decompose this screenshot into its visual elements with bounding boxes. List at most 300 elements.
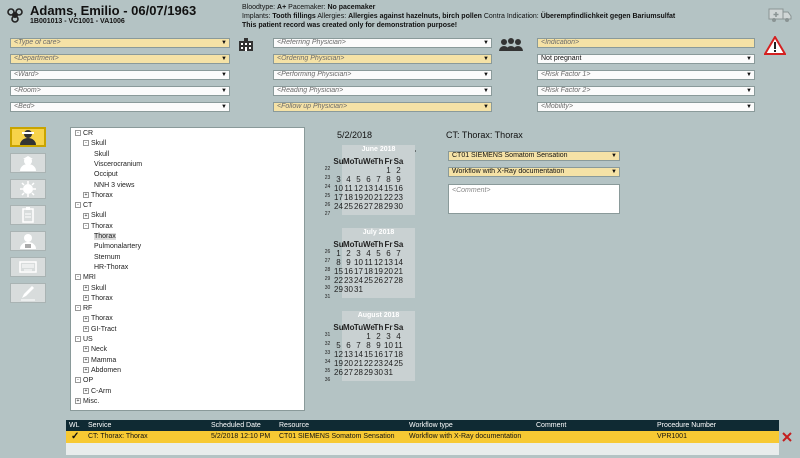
tree-item-label: Occiput: [94, 171, 118, 179]
table-row[interactable]: [66, 431, 779, 443]
expand-icon[interactable]: +: [84, 325, 88, 332]
calendar-day[interactable]: 16: [374, 350, 383, 359]
row-procedure: VPR1001: [657, 433, 687, 440]
tree-item[interactable]: [75, 201, 92, 211]
calendar-day[interactable]: 23: [394, 193, 403, 202]
calendar-day[interactable]: 29: [334, 285, 343, 294]
sign-tab-button[interactable]: [10, 283, 46, 303]
tree-item-label: Thorax: [91, 191, 113, 199]
collapse-icon[interactable]: -: [75, 336, 81, 342]
dropdown-arrow-icon: ▼: [483, 88, 489, 94]
tree-item-label: GI-Tract: [91, 325, 117, 333]
performing-physician-value: <Performing Physician>: [277, 71, 352, 78]
tree-item-label: MRI: [83, 274, 96, 282]
calendar-day[interactable]: 24: [384, 359, 393, 368]
weekday-label: Fr: [384, 240, 393, 249]
calendar-day[interactable]: 6: [366, 175, 371, 184]
expand-icon[interactable]: +: [84, 367, 88, 374]
calendar-day[interactable]: 27: [344, 368, 353, 377]
calendar-day[interactable]: 17: [334, 193, 343, 202]
calendar-day[interactable]: 12: [374, 258, 383, 267]
tree-item[interactable]: [83, 387, 111, 397]
calendar-day[interactable]: 22: [384, 193, 393, 202]
calendar-day[interactable]: 13: [344, 350, 353, 359]
dropdown-arrow-icon: ▼: [611, 169, 617, 175]
weekday-label: Th: [373, 157, 384, 166]
calendar-day[interactable]: 18: [344, 193, 353, 202]
indication-value: <Indication>: [541, 39, 580, 46]
calendar-day[interactable]: 23: [374, 359, 383, 368]
calendar-day[interactable]: 3: [386, 332, 391, 341]
expand-icon[interactable]: +: [84, 346, 88, 353]
calendar-day[interactable]: 26: [374, 276, 383, 285]
col-header-wl[interactable]: WL: [69, 422, 80, 429]
followup-physician-value: <Follow up Physician>: [277, 103, 348, 110]
tree-item[interactable]: [75, 129, 93, 139]
calendar-day[interactable]: 15: [334, 267, 343, 276]
week-number: 32: [324, 341, 331, 347]
tree-item-label: Skull: [91, 212, 107, 220]
expand-icon[interactable]: +: [84, 284, 88, 291]
week-number: 27: [324, 258, 331, 264]
calendar-day[interactable]: 1: [366, 332, 371, 341]
calendar-day[interactable]: 7: [396, 249, 401, 258]
calendar-day[interactable]: 8: [386, 175, 391, 184]
risk-factor-2-select[interactable]: [537, 86, 755, 96]
calendar-day[interactable]: 3: [356, 249, 361, 258]
tree-item-label: NNH 3 views: [94, 181, 135, 189]
weekday-label: We: [363, 323, 375, 332]
tree-item[interactable]: [91, 150, 109, 160]
week-number: 31: [324, 294, 331, 300]
calendar-day[interactable]: 28: [354, 368, 363, 377]
calendar-day[interactable]: 22: [334, 276, 343, 285]
referring-physician-select[interactable]: [273, 38, 492, 48]
expand-icon[interactable]: +: [84, 387, 88, 394]
tree-item-label: Viscerocranium: [94, 160, 143, 168]
calendar-day[interactable]: 27: [364, 202, 373, 211]
calendar-day[interactable]: 25: [344, 202, 353, 211]
calendar-day[interactable]: 26: [334, 368, 343, 377]
tree-item[interactable]: [75, 397, 99, 407]
weekday-label: Sa: [393, 240, 404, 249]
clipboard-icon: [19, 207, 37, 223]
room-value: <Room>: [14, 87, 41, 94]
tree-item-label: Skull: [91, 284, 107, 292]
tree-item-label: CR: [83, 130, 94, 137]
tree-item[interactable]: [83, 366, 121, 376]
collapse-icon[interactable]: -: [75, 274, 81, 280]
indication-field[interactable]: [537, 38, 755, 48]
calendar-day[interactable]: 11: [394, 341, 403, 350]
warning-icon[interactable]: [764, 36, 786, 55]
tree-item[interactable]: [83, 325, 116, 335]
calendar-day[interactable]: 4: [396, 332, 401, 341]
tree-item-label: HR-Thorax: [94, 263, 129, 271]
week-number: 26: [324, 249, 331, 255]
col-header-resource[interactable]: Resource: [279, 422, 309, 429]
col-header-workflow[interactable]: Workflow type: [409, 422, 453, 429]
calendar-day[interactable]: 20: [364, 193, 373, 202]
tree-item[interactable]: [91, 263, 128, 273]
staff-icon: [19, 233, 37, 249]
tree-item-label: Thorax: [91, 315, 113, 323]
expand-icon[interactable]: +: [84, 212, 88, 219]
selected-date: 5/2/2018: [337, 130, 373, 140]
calendar-day[interactable]: 15: [384, 184, 393, 193]
demo-note: This patient record was created only for demonstration purpose!: [242, 22, 458, 29]
week-number: 22: [324, 166, 331, 172]
calendar-day[interactable]: 17: [384, 350, 393, 359]
weekday-label: We: [363, 157, 375, 166]
virus-icon: [19, 181, 37, 197]
calendar-day[interactable]: 6: [346, 341, 351, 350]
calendar-day[interactable]: 30: [374, 368, 383, 377]
calendar-day[interactable]: 7: [376, 175, 381, 184]
room-select[interactable]: [10, 86, 230, 96]
nurse-tab-button[interactable]: [10, 153, 46, 173]
collapse-icon[interactable]: -: [75, 130, 81, 136]
week-number: 31: [324, 332, 331, 338]
tree-item[interactable]: [75, 376, 93, 386]
bloodtype-label: Bloodtype:: [242, 4, 276, 11]
risk-factor-1-value: <Risk Factor 1>: [541, 71, 591, 78]
tree-item[interactable]: [83, 139, 106, 149]
calendar-day[interactable]: 28: [374, 202, 383, 211]
weekday-label: Su: [333, 157, 344, 166]
weekday-label: Su: [333, 323, 344, 332]
ward-select[interactable]: [10, 70, 230, 80]
week-number: 26: [324, 202, 331, 208]
comment-placeholder: <Comment>: [452, 187, 491, 194]
calendar-day[interactable]: 18: [394, 350, 403, 359]
ordering-physician-select[interactable]: [273, 54, 492, 64]
expand-icon[interactable]: +: [84, 356, 88, 363]
calendar-day[interactable]: 7: [356, 341, 361, 350]
tree-item[interactable]: [75, 335, 93, 345]
delete-row-icon[interactable]: [782, 432, 792, 442]
dropdown-arrow-icon: ▼: [746, 56, 752, 62]
risk-factor-2-value: <Risk Factor 2>: [541, 87, 591, 94]
calendar-day[interactable]: 30: [394, 202, 403, 211]
tree-item[interactable]: [91, 242, 141, 252]
patient-tab-button[interactable]: [10, 127, 46, 147]
comment-textarea[interactable]: [448, 184, 620, 214]
tree-item-label: Skull: [94, 150, 110, 158]
month-calendar: [322, 228, 415, 298]
checklist-tab-button[interactable]: [10, 205, 46, 225]
pacemaker-label: Pacemaker:: [288, 4, 326, 11]
calendar-day[interactable]: 16: [394, 184, 403, 193]
calendar-day[interactable]: 8: [336, 258, 341, 267]
dropdown-arrow-icon: ▼: [746, 88, 752, 94]
expand-icon[interactable]: +: [84, 294, 88, 301]
month-title: July 2018: [362, 229, 395, 236]
tree-item-label: Thorax: [91, 222, 113, 230]
row-workflow: Workflow with X-Ray documentation: [409, 433, 522, 440]
calendar-day[interactable]: 6: [386, 249, 391, 258]
tree-item-label: Skull: [91, 140, 107, 148]
tree-item[interactable]: [91, 253, 120, 263]
month-calendar: [322, 311, 415, 381]
calendar-day[interactable]: 12: [354, 184, 363, 193]
department-select[interactable]: [10, 54, 230, 64]
tree-item[interactable]: [83, 314, 113, 324]
contra-value: Überempfindlichkeit gegen Bariumsulfat: [540, 13, 676, 20]
calendar-day[interactable]: 21: [394, 267, 403, 276]
procedure-tree[interactable]: [70, 127, 305, 411]
row-service: CT: Thorax: Thorax: [88, 433, 148, 440]
week-number: 30: [324, 285, 331, 291]
dropdown-arrow-icon: ▼: [611, 153, 617, 159]
calendar-day[interactable]: 18: [364, 267, 373, 276]
dropdown-arrow-icon: ▼: [221, 40, 227, 46]
calendar-day[interactable]: 29: [384, 202, 393, 211]
calendar-day[interactable]: 11: [344, 184, 353, 193]
calendar-day[interactable]: 9: [346, 258, 351, 267]
patient-info: [242, 3, 675, 30]
physicians-group-icon[interactable]: [499, 38, 523, 52]
weekday-label: We: [363, 240, 375, 249]
dropdown-arrow-icon: ▼: [483, 56, 489, 62]
col-header-service[interactable]: Service: [88, 422, 112, 429]
type-of-care-select[interactable]: [10, 38, 230, 48]
calendar-day[interactable]: 20: [344, 359, 353, 368]
allergies-value: Allergies against hazelnuts, birch pollen: [348, 13, 482, 20]
calendar-day[interactable]: 31: [354, 285, 363, 294]
calendar-day[interactable]: 25: [394, 359, 403, 368]
type-of-care-value: <Type of care>: [14, 39, 61, 46]
calendar-day[interactable]: 22: [364, 359, 373, 368]
calendar-day[interactable]: 23: [344, 276, 353, 285]
calendar-day[interactable]: 10: [334, 184, 343, 193]
calendar-day[interactable]: 5: [336, 341, 341, 350]
week-number: 24: [324, 184, 331, 190]
week-number: 25: [324, 193, 331, 199]
calendar-day[interactable]: 10: [354, 258, 363, 267]
calendar-day[interactable]: 21: [374, 193, 383, 202]
calendar-day[interactable]: 2: [346, 249, 351, 258]
collapse-icon[interactable]: -: [75, 305, 81, 311]
patient-name: Adams, Emilio - 06/07/1963: [30, 3, 197, 18]
calendar-day[interactable]: 31: [384, 368, 393, 377]
week-number: 33: [324, 350, 331, 356]
dropdown-arrow-icon: ▼: [221, 56, 227, 62]
calendar-day[interactable]: 5: [376, 249, 381, 258]
ambulance-icon[interactable]: [768, 6, 792, 24]
mobility-value: <Mobility>: [541, 103, 573, 110]
row-date: 5/2/2018 12:10 PM: [211, 433, 271, 440]
tree-item-label: Neck: [91, 346, 107, 354]
tree-item[interactable]: [91, 160, 142, 170]
weekday-label: Mo: [343, 157, 355, 166]
dropdown-arrow-icon: ▼: [221, 104, 227, 110]
calendar-day[interactable]: 29: [364, 368, 373, 377]
calendar-day[interactable]: 2: [376, 332, 381, 341]
worklist-table-header: [66, 420, 779, 431]
weekday-label: Tu: [353, 157, 364, 166]
tree-item[interactable]: [91, 181, 134, 191]
calendar-day[interactable]: 25: [364, 276, 373, 285]
bed-value: <Bed>: [14, 103, 35, 110]
keyboard-icon: [19, 259, 37, 275]
tree-item[interactable]: [91, 232, 116, 242]
doctor-icon: [19, 129, 37, 145]
pregnancy-select[interactable]: [537, 54, 755, 64]
pregnancy-value: Not pregnant: [541, 55, 582, 62]
bed-select[interactable]: [10, 102, 230, 112]
calendar-day[interactable]: 30: [344, 285, 353, 294]
dropdown-arrow-icon: ▼: [221, 72, 227, 78]
virus-tab-button[interactable]: [10, 179, 46, 199]
dropdown-arrow-icon: ▼: [483, 104, 489, 110]
biohazard-icon: [6, 6, 24, 24]
week-number: 27: [324, 211, 331, 217]
collapse-icon[interactable]: -: [75, 202, 81, 208]
calendar-day[interactable]: 16: [344, 267, 353, 276]
bloodtype-value: A+: [277, 4, 287, 11]
tree-item-label: OP: [83, 377, 94, 385]
calendar-day[interactable]: 1: [336, 249, 341, 258]
week-number: 35: [324, 368, 331, 374]
nurse-icon: [19, 155, 37, 171]
calendar-day[interactable]: 19: [374, 267, 383, 276]
tree-item[interactable]: [83, 284, 106, 294]
workflow-value: Workflow with X-Ray documentation: [452, 168, 565, 175]
performing-physician-select[interactable]: [273, 70, 492, 80]
resource-select[interactable]: [448, 151, 620, 161]
calendar-day[interactable]: 2: [396, 166, 401, 175]
hospital-icon[interactable]: [238, 38, 254, 52]
calendar-day[interactable]: 10: [384, 341, 393, 350]
calendar-day[interactable]: 17: [354, 267, 363, 276]
tree-item[interactable]: [75, 273, 96, 283]
calendar-day[interactable]: 21: [354, 359, 363, 368]
tree-item-label: C-Arm: [91, 387, 112, 395]
row-resource: CT01 SIEMENS Somatom Sensation: [279, 433, 395, 440]
reading-physician-value: <Reading Physician>: [277, 87, 344, 94]
ordering-physician-value: <Ordering Physician>: [277, 55, 345, 62]
resource-value: CT01 SIEMENS Somatom Sensation: [452, 152, 568, 159]
week-number: 34: [324, 359, 331, 365]
month-title: June 2018: [361, 146, 396, 153]
tree-item[interactable]: [83, 345, 107, 355]
calendar-day[interactable]: 28: [394, 276, 403, 285]
weekday-label: Sa: [393, 157, 404, 166]
department-value: <Department>: [14, 55, 59, 62]
table-body: [66, 443, 779, 455]
expand-icon[interactable]: +: [76, 397, 80, 404]
calendar-day[interactable]: 14: [374, 184, 383, 193]
col-header-date[interactable]: Scheduled Date: [211, 422, 261, 429]
weekday-label: Mo: [343, 240, 355, 249]
pacemaker-value: No pacemaker: [327, 4, 376, 11]
tree-item[interactable]: [91, 170, 118, 180]
tree-item-label: Abdomen: [91, 366, 121, 374]
week-number: 28: [324, 267, 331, 273]
calendar-day[interactable]: 4: [366, 249, 371, 258]
calendar-day[interactable]: 4: [346, 175, 351, 184]
calendar-day[interactable]: 26: [354, 202, 363, 211]
followup-physician-select[interactable]: [273, 102, 492, 112]
calendar-day[interactable]: 5: [356, 175, 361, 184]
calendar-day[interactable]: 1: [386, 166, 391, 175]
calendar-day[interactable]: 19: [354, 193, 363, 202]
dropdown-arrow-icon: ▼: [221, 88, 227, 94]
calendar-day[interactable]: 14: [354, 350, 363, 359]
weekday-label: Sa: [393, 323, 404, 332]
calendar-day[interactable]: 13: [384, 258, 393, 267]
week-number: 29: [324, 276, 331, 282]
calendar-day[interactable]: 8: [366, 341, 371, 350]
dropdown-arrow-icon: ▼: [483, 40, 489, 46]
calendar-day[interactable]: 24: [334, 202, 343, 211]
calendar-day[interactable]: 19: [334, 359, 343, 368]
contra-label: Contra Indication:: [483, 13, 539, 20]
calendar-day[interactable]: 27: [384, 276, 393, 285]
weekday-label: Fr: [384, 323, 393, 332]
month-title: August 2018: [357, 312, 400, 319]
risk-factor-1-select[interactable]: [537, 70, 755, 80]
calendar-day[interactable]: 15: [364, 350, 373, 359]
referring-physician-value: <Referring Physician>: [277, 39, 346, 46]
mobility-select[interactable]: [537, 102, 755, 112]
tree-item[interactable]: [75, 304, 92, 314]
calendar-day[interactable]: 20: [384, 267, 393, 276]
patient-ids: 1B001013 - VC1001 - VA1006: [30, 18, 125, 25]
calendar-day[interactable]: 9: [376, 341, 381, 350]
wl-check-icon[interactable]: ✓: [71, 431, 80, 442]
expand-icon[interactable]: +: [84, 191, 88, 198]
expand-icon[interactable]: +: [84, 315, 88, 322]
collapse-icon[interactable]: -: [83, 223, 89, 229]
tree-item[interactable]: [83, 222, 113, 232]
calendar-day[interactable]: 12: [334, 350, 343, 359]
workflow-select[interactable]: [448, 167, 620, 177]
tree-item[interactable]: [83, 294, 113, 304]
weekday-label: Th: [373, 240, 384, 249]
calendar-day[interactable]: 3: [336, 175, 341, 184]
ward-value: <Ward>: [14, 71, 39, 78]
collapse-icon[interactable]: -: [75, 377, 81, 383]
calendar-day[interactable]: 13: [364, 184, 373, 193]
implants-label: Implants:: [242, 13, 271, 20]
staff-tab-button[interactable]: [10, 231, 46, 251]
keyboard-tab-button[interactable]: [10, 257, 46, 277]
tree-item-label: Sternum: [94, 253, 121, 261]
col-header-comment[interactable]: Comment: [536, 422, 567, 429]
pen-icon: [19, 285, 37, 301]
allergies-label: Allergies:: [317, 13, 347, 20]
week-number: 23: [324, 175, 331, 181]
weekday-label: Mo: [343, 323, 355, 332]
weekday-label: Th: [373, 323, 384, 332]
calendar-day[interactable]: 11: [364, 258, 373, 267]
collapse-icon[interactable]: -: [83, 140, 89, 146]
calendar-day[interactable]: 14: [394, 258, 403, 267]
tree-item[interactable]: [83, 211, 106, 221]
reading-physician-select[interactable]: [273, 86, 492, 96]
weekday-label: Fr: [384, 157, 393, 166]
month-calendar: [322, 145, 415, 215]
calendar-day[interactable]: 24: [354, 276, 363, 285]
tree-item[interactable]: [83, 356, 116, 366]
tree-item-label: Thorax: [94, 233, 116, 240]
tree-item[interactable]: [83, 191, 113, 201]
calendar-day[interactable]: 9: [396, 175, 401, 184]
col-header-procedure[interactable]: Procedure Number: [657, 422, 717, 429]
tree-item-label: RF: [83, 305, 93, 313]
